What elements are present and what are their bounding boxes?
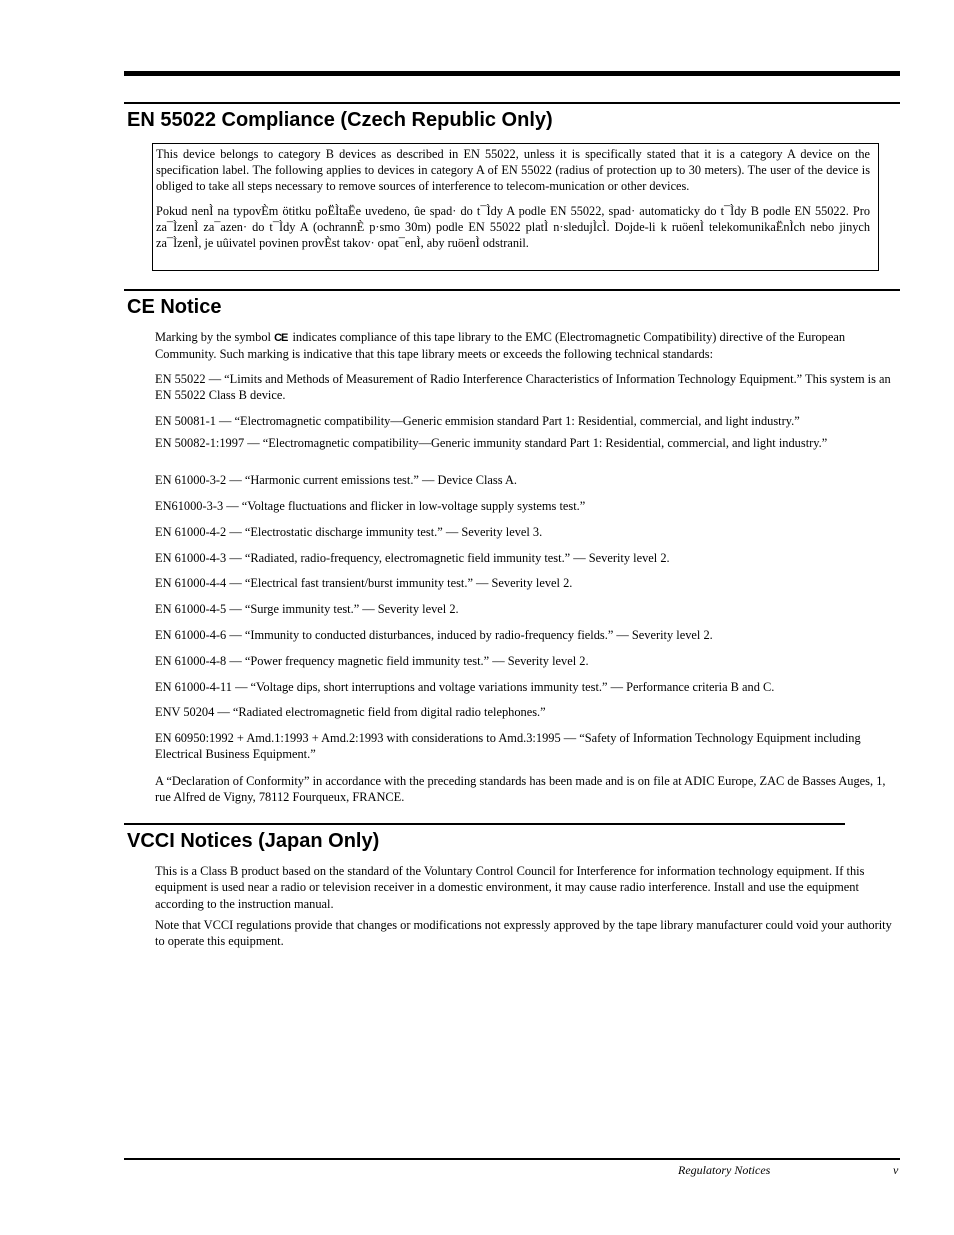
heading-vcci: VCCI Notices (Japan Only) [127,830,380,852]
ce-standard-en55022: EN 55022 — “Limits and Methods of Measurement of Radio Interference Characteristics of Information Technology Equipment.” This system is an EN 55022 Class B device. [155,372,891,403]
vcci-paragraph-modifications: Note that VCCI regulations provide that changes or modifications not expressly approved by the tape library manufacturer could void your authority to operate this equipment. [155,918,892,949]
footer-page-number: v [893,1163,899,1177]
ce-standard-en61000-4-4: EN 61000-4-4 — “Electrical fast transient/burst immunity test.” — Severity level 2. [155,576,573,590]
ce-standard-en61000-4-8: EN 61000-4-8 — “Power frequency magnetic field immunity test.” — Severity level 2. [155,654,589,668]
vcci-paragraph-class-b: This is a Class B product based on the standard of the Voluntary Control Council for Interference for information technology equipment. If this equipment is used near a radio or television receiver in a domestic environment, it may cause radio interference. Install and use the equipment according to the instruction manual. [155,864,865,911]
ce-standard-en61000-3-3: EN61000-3-3 — “Voltage fluctuations and flicker in low-voltage supply systems test.” [155,499,586,513]
section-rule-ce [124,289,900,291]
ce-standard-env50204: ENV 50204 — “Radiated electromagnetic field from digital radio telephones.” [155,705,546,719]
en55022-notice-box [152,143,879,271]
ce-standard-en50081-1: EN 50081-1 — “Electromagnetic compatibility—Generic emmision standard Part 1: Residential, commercial, and light industry.” [155,414,800,428]
ce-intro-after: indicates compliance of this tape library to the EMC (Electromagnetic Compatibility) directive of the European Community. Such marking is indicative that this tape library meets or exceeds the following technical standards: [155,330,846,362]
footer-rule [124,1158,900,1160]
top-rule [124,71,900,76]
ce-standard-en50082-1: EN 50082-1:1997 — “Electromagnetic compatibility—Generic immunity standard Part 1: Residential, commercial, and light industry.” [155,436,828,450]
ce-mark-icon: CE [274,332,288,344]
ce-standard-en61000-4-6: EN 61000-4-6 — “Immunity to conducted disturbances, induced by radio-frequency fields.” — Severity level 2. [155,628,713,642]
ce-standard-en61000-4-2: EN 61000-4-2 — “Electrostatic discharge immunity test.” — Severity level 3. [155,525,543,539]
ce-standard-en61000-4-3: EN 61000-4-3 — “Radiated, radio-frequency, electromagnetic field immunity test.” — Severity level 2. [155,551,670,565]
heading-en55022: EN 55022 Compliance (Czech Republic Only) [127,109,553,131]
en55022-paragraph-czech: Pokud nenÌ na typovÈm ötitku poËÌtaËe uvedeno, ûe spad· do t¯Ìdy A podle EN 55022, spad· automaticky do t¯Ìdy B podle EN 55022. Pro za¯ÌzenÌ za¯azen· do t¯Ìdy A (ochrannÈ p·smo 30m) podle EN 55022 platÌ n·sledujÌcÌ. Dojde-li k ruöenÌ telekomunikaËnÌch nebo jinych za¯ÌzenÌ, je uûivatel povinen provÈst takov· opat¯enÌ, aby ruöenÌ odstranil. [156,203,870,251]
ce-standard-en61000-4-5: EN 61000-4-5 — “Surge immunity test.” — Severity level 2. [155,602,459,616]
en55022-paragraph-english: This device belongs to category B devices as described in EN 55022, unless it is specifically stated that it is a category A device on the specification label. The following applies to devices in category A of EN 55022 (radius of protection up to 30 meters). The user of the device is obliged to take all steps necessary to remove sources of interference to telecom-munication or other devices. [156,147,870,194]
heading-ce-notice: CE Notice [127,296,222,318]
ce-standard-en60950: EN 60950:1992 + Amd.1:1993 + Amd.2:1993 with considerations to Amd.3:1995 — “Safety of Information Technology Equipment including Electrical Business Equipment.” [155,731,861,762]
section-rule-vcci [124,823,845,825]
ce-intro [155,329,895,363]
section-rule-en55022 [124,102,900,104]
ce-declaration-of-conformity: A “Declaration of Conformity” in accordance with the preceding standards has been made and is on file at ADIC Europe, ZAC de Basses Auges, 1, rue Alfred de Vigny, 78112 Fourqueux, FRANCE. [155,774,886,805]
ce-standard-en61000-3-2: EN 61000-3-2 — “Harmonic current emissions test.” — Device Class A. [155,473,518,487]
ce-standard-en61000-4-11: EN 61000-4-11 — “Voltage dips, short interruptions and voltage variations immunity test.” — Performance criteria B and C. [155,680,775,694]
footer-section-title: Regulatory Notices [678,1163,771,1177]
ce-intro-before: Marking by the symbol [155,330,271,344]
